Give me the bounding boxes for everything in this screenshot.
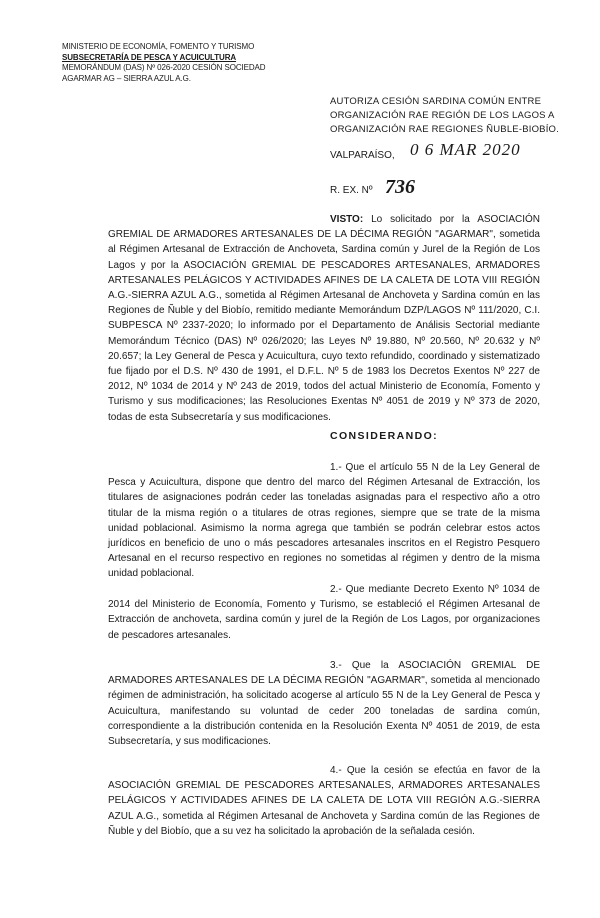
date-stamp: 0 6 MAR 2020 xyxy=(410,140,521,159)
considerando-heading: CONSIDERANDO: xyxy=(330,430,439,442)
memo-reference: MEMORÁNDUM (DAS) Nº 026-2020 CESIÓN SOCIEDAD xyxy=(62,63,266,72)
visto-label: VISTO: xyxy=(330,214,364,225)
rex-label: R. EX. Nº xyxy=(330,185,373,196)
letterhead xyxy=(62,42,302,84)
considerando-paragraph-2: 2.- Que mediante Decreto Exento Nº 1034 de 2014 del Ministerio de Economía, Fomento y Turismo, se estableció el Régimen Artesanal de Extracción de anchoveta, sardina común y jurel de la Región de Los Lagos, por organizaciones de pescadores artesanales. xyxy=(108,584,540,641)
considerando-paragraph-3: 3.- Que la ASOCIACIÓN GREMIAL DE ARMADORES ARTESANALES DE LA DÉCIMA REGIÓN "AGARMAR", sometida al mencionado régimen de administración, ha solicitado acogerse al artículo 55 N de la Ley General de Pesca y Acuicultura, manifestando su voluntad de ceder 200 toneladas de sardina común, correspondiente a la distribución contenida en la Resolución Exenta Nº 4051 de 2019, de esta Subsecretaría, y sus modificaciones. xyxy=(108,660,540,748)
rex-number: 736 xyxy=(385,176,415,198)
subsecretaria-name: SUBSECRETARÍA DE PESCA Y ACUICULTURA xyxy=(62,52,237,62)
visto-paragraph xyxy=(108,212,540,425)
visto-text: Lo solicitado por la ASOCIACIÓN GREMIAL DE ARMADORES ARTESANALES DE LA DÉCIMA REGIÓN "AGARMAR", sometida al Régimen Artesanal de Extracción de Anchoveta, Sardina común y Jurel de la Región de Los Lagos y por la ASOCIACIÓN GREMIAL DE PESCADORES ARTESANALES, ARMADORES ARTESANALES PELÁGICOS Y ACTIVIDADES AFINES DE LA CALETA DE LOTA VIII REGIÓN A.G.-SIERRA AZUL A.G., sometida al Régimen Artesanal de Anchoveta y Sardina común en las Regiones de Ñuble y del Biobío, remitido mediante Memorándum DZP/LAGOS Nº 111/2020, C.I. SUBPESCA Nº 2337-2020; lo informado por el Departamento de Análisis Sectorial mediante Memorándum Técnico (DAS) Nº 026/2020; las Leyes Nº 19.880, Nº 20.560, Nº 20.632 y Nº 20.657; la Ley General de Pesca y Acuicultura, cuyo texto refundido, coordinado y sistematizado fue fijado por el D.S. Nº 430 de 1991, el D.F.L. Nº 5 de 1983 los Decretos Exentos Nº 227 de 2012, Nº 1034 de 2014 y Nº 243 de 2019, todos del actual Ministerio de Economía, Fomento y Turismo y sus modificaciones; las Resoluciones Exentas Nº 4051 de 2019 y Nº 373 de 2020, todas de esta Subsecretaría y sus modificaciones. xyxy=(108,214,540,423)
ministry-name: MINISTERIO DE ECONOMÍA, FOMENTO Y TURISMO xyxy=(62,42,255,51)
resolution-title: AUTORIZA CESIÓN SARDINA COMÚN ENTRE ORGANIZACIÓN RAE REGIÓN DE LOS LAGOS A ORGANIZACIÓN RAE REGIONES ÑUBLE-BIOBÍO. xyxy=(330,96,559,135)
considerando-paragraph-4: 4.- Que la cesión se efectúa en favor de la ASOCIACIÓN GREMIAL DE PESCADORES ARTESANALES, ARMADORES ARTESANALES PELÁGICOS Y ACTIVIDADES AFINES DE LA CALETA DE LOTA VIII REGIÓN A.G.-SIERRA AZUL A.G., sometida al Régimen Artesanal de Anchoveta y Sardina común de las Regiones de Ñuble y del Biobío, que a su vez ha solicitado la aprobación de la señalada cesión. xyxy=(108,765,540,837)
memo-reference-continued: AGARMAR AG – SIERRA AZUL A.G. xyxy=(62,73,191,83)
city-label: VALPARAÍSO, xyxy=(330,150,395,161)
considerando-paragraph-1: 1.- Que el artículo 55 N de la Ley General de Pesca y Acuicultura, dispone que dentro del marco del Régimen Artesanal de Extracción, los titulares de asignaciones podrán ceder las toneladas asignadas para el respectivo año a otro titular de la misma región o a titulares de otras regiones, siempre que se trate de la misma unidad poblacional. Asimismo la norma agrega que también se podrán celebrar estos actos jurídicos en beneficio de uno o más pescadores artesanales inscritos en el Registro Pesquero Artesanal en el recurso respectivo en regiones no sometidas al régimen y dentro de la misma unidad poblacional. xyxy=(108,462,540,580)
